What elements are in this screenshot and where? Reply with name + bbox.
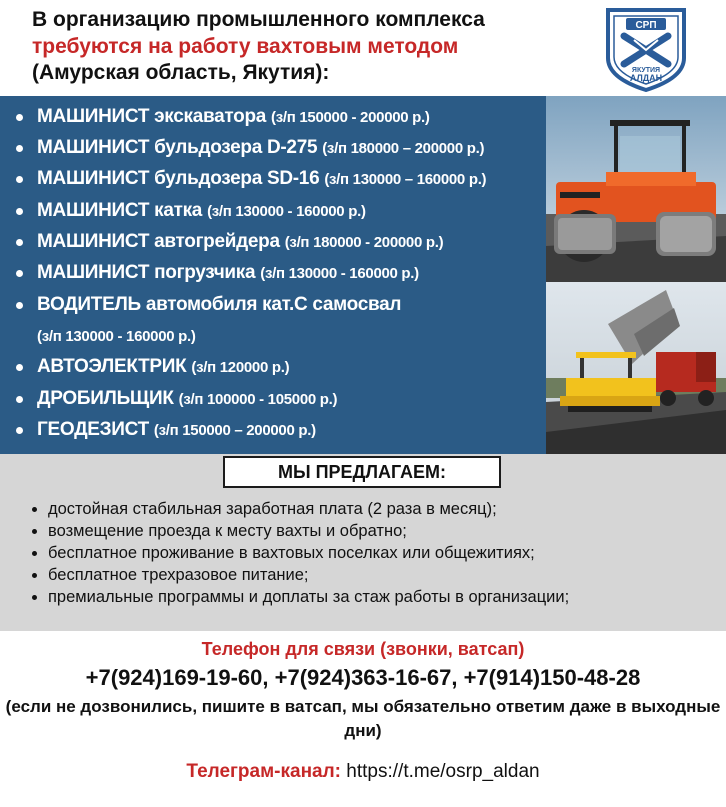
bullet-icon [32, 595, 37, 600]
logo-bottom-text-1: ЯКУТИЯ [631, 67, 661, 74]
offer-item [32, 498, 569, 520]
offer-item-text: бесплатное трехразовое питание; [48, 566, 309, 584]
header-line-2: требуются на работу вахтовым методом [32, 35, 459, 58]
job-item [0, 164, 546, 194]
bullet-icon [16, 145, 23, 152]
job-pay: (з/п 130000 – 160000 р.) [324, 171, 487, 188]
bullet-icon [16, 176, 23, 183]
offer-item [32, 586, 569, 608]
contact-note: (если не дозвонились, пишите в ватсап, мы обязательно ответим даже в выходные дни) [5, 697, 721, 740]
offer-item-text: достойная стабильная заработная плата (2 раза в месяц); [48, 500, 497, 518]
contacts-section [0, 631, 726, 807]
bullet-icon [16, 302, 23, 309]
telegram-label: Телеграм-канал: [186, 761, 342, 782]
offer-item-text: возмещение проезда к месту вахты и обратно; [48, 522, 407, 540]
offer-item [32, 520, 569, 542]
bullet-icon [32, 551, 37, 556]
job-pay: (з/п 120000 р.) [191, 359, 290, 376]
job-title: МАШИНИСТ катка [37, 200, 203, 221]
job-item-continued [0, 321, 546, 351]
job-title: АВТОЭЛЕКТРИК [37, 356, 187, 377]
bullet-icon [16, 396, 23, 403]
job-pay: (з/п 180000 – 200000 р.) [322, 140, 485, 157]
job-item [0, 384, 546, 414]
job-pay: (з/п 130000 - 160000 р.) [207, 203, 366, 220]
bullet-icon [16, 364, 23, 371]
bullet-icon [16, 270, 23, 277]
job-item [0, 352, 546, 382]
road-roller-photo [546, 96, 726, 282]
offer-list [32, 498, 569, 608]
bullet-icon [32, 573, 37, 578]
job-title: МАШИНИСТ автогрейдера [37, 231, 280, 252]
offer-item-text: премиальные программы и доплаты за стаж работы в организации; [48, 588, 570, 606]
job-item [0, 415, 546, 445]
offer-section [0, 454, 726, 631]
bullet-icon [32, 529, 37, 534]
bullet-icon [32, 507, 37, 512]
job-pay: (з/п 150000 - 200000 р.) [271, 109, 430, 126]
job-title: ДРОБИЛЬЩИК [37, 388, 174, 409]
job-title: МАШИНИСТ бульдозера SD-16 [37, 168, 320, 189]
job-title: МАШИНИСТ бульдозера D-275 [37, 137, 318, 158]
job-title: МАШИНИСТ погрузчика [37, 262, 256, 283]
job-item [0, 290, 546, 320]
bullet-icon [16, 239, 23, 246]
job-item [0, 133, 546, 163]
bullet-icon [16, 208, 23, 215]
contact-label: Телефон для связи (звонки, ватсап) [201, 639, 525, 659]
job-pay: (з/п 130000 - 160000 р.) [37, 328, 196, 345]
header [0, 0, 726, 96]
job-title: ВОДИТЕЛЬ автомобиля кат.С самосвал [37, 294, 402, 315]
job-item [0, 102, 546, 132]
job-title: ГЕОДЕЗИСТ [37, 419, 149, 440]
job-pay: (з/п 150000 – 200000 р.) [153, 422, 316, 439]
job-pay: (з/п 180000 - 200000 р.) [284, 234, 444, 251]
job-item [0, 227, 546, 257]
bullet-icon [16, 114, 23, 121]
telegram-link[interactable]: https://t.me/osrp_aldan [346, 761, 540, 782]
header-line-1: В организацию промышленного комплекса [32, 8, 485, 31]
job-item [0, 258, 546, 288]
bullet-icon [16, 427, 23, 434]
asphalt-paver-photo [546, 282, 726, 454]
job-pay: (з/п 130000 - 160000 р.) [260, 265, 419, 282]
job-item [0, 196, 546, 226]
offer-item [32, 564, 569, 586]
header-line-3: (Амурская область, Якутия): [32, 61, 330, 84]
job-pay: (з/п 100000 - 105000 р.) [178, 391, 338, 408]
telegram-line [0, 759, 726, 785]
jobs-panel [0, 96, 546, 454]
job-title: МАШИНИСТ экскаватора [37, 106, 267, 127]
offer-heading: МЫ ПРЕДЛАГАЕМ: [223, 456, 501, 488]
phone-numbers[interactable]: +7(924)169-19-60, +7(924)363-16-67, +7(914)150-48-28 [85, 665, 641, 690]
logo-top-text: СРП [635, 20, 657, 31]
offer-item [32, 542, 569, 564]
offer-item-text: бесплатное проживание в вахтовых поселках или общежитиях; [48, 544, 535, 562]
company-logo [600, 6, 692, 92]
logo-bottom-text-2: АЛДАН [629, 73, 663, 83]
